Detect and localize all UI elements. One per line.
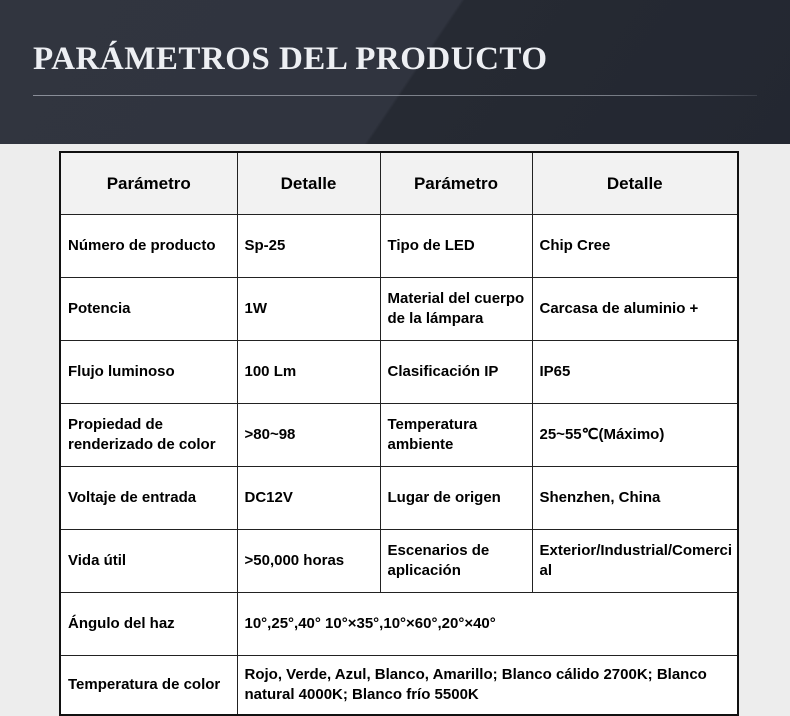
column-header-parametro-1: Parámetro <box>60 152 237 215</box>
param-value-cell: >80~98 <box>237 404 380 467</box>
param-value-cell: Carcasa de aluminio + <box>532 278 738 341</box>
column-header-detalle-2: Detalle <box>532 152 738 215</box>
table-row-angulo-haz <box>60 593 738 656</box>
param-value-cell: 25~55℃(Máximo) <box>532 404 738 467</box>
param-name-cell: Vida útil <box>60 530 237 593</box>
param-name-cell: Tipo de LED <box>380 215 532 278</box>
table-row-temperatura-color <box>60 656 738 716</box>
table-header-row <box>60 152 738 215</box>
table-row-voltaje <box>60 467 738 530</box>
param-name-cell: Propiedad de renderizado de color <box>60 404 237 467</box>
param-value-cell: Shenzhen, China <box>532 467 738 530</box>
param-name-cell: Temperatura ambiente <box>380 404 532 467</box>
param-value-cell: Exterior/Industrial/Comercial <box>532 530 738 593</box>
param-value-cell: Chip Cree <box>532 215 738 278</box>
param-value-cell: IP65 <box>532 341 738 404</box>
column-header-parametro-2: Parámetro <box>380 152 532 215</box>
param-name-cell: Lugar de origen <box>380 467 532 530</box>
column-header-detalle-1: Detalle <box>237 152 380 215</box>
param-name-cell: Escenarios de aplicación <box>380 530 532 593</box>
param-value-cell: 1W <box>237 278 380 341</box>
param-name-cell: Clasificación IP <box>380 341 532 404</box>
product-parameters-table <box>59 151 739 716</box>
param-name-cell: Ángulo del haz <box>60 593 237 656</box>
param-value-cell: 100 Lm <box>237 341 380 404</box>
page-header <box>0 0 790 144</box>
page-title: PARÁMETROS DEL PRODUCTO <box>33 41 548 77</box>
param-name-cell: Material del cuerpo de la lámpara <box>380 278 532 341</box>
table-row-renderizado-color <box>60 404 738 467</box>
param-name-cell: Número de producto <box>60 215 237 278</box>
param-name-cell: Temperatura de color <box>60 656 237 716</box>
param-name-cell: Flujo luminoso <box>60 341 237 404</box>
param-name-cell: Potencia <box>60 278 237 341</box>
header-divider <box>33 95 757 96</box>
param-value-cell-merged: Rojo, Verde, Azul, Blanco, Amarillo; Blanco cálido 2700K; Blanco natural 4000K; Blanco frío 5500K <box>237 656 738 716</box>
param-name-cell: Voltaje de entrada <box>60 467 237 530</box>
table-row-numero-producto <box>60 215 738 278</box>
param-value-cell-merged: 10°,25°,40° 10°×35°,10°×60°,20°×40° <box>237 593 738 656</box>
table-row-potencia <box>60 278 738 341</box>
table-row-vida-util <box>60 530 738 593</box>
param-value-cell: >50,000 horas <box>237 530 380 593</box>
param-value-cell: DC12V <box>237 467 380 530</box>
param-value-cell: Sp-25 <box>237 215 380 278</box>
table-row-flujo-luminoso <box>60 341 738 404</box>
